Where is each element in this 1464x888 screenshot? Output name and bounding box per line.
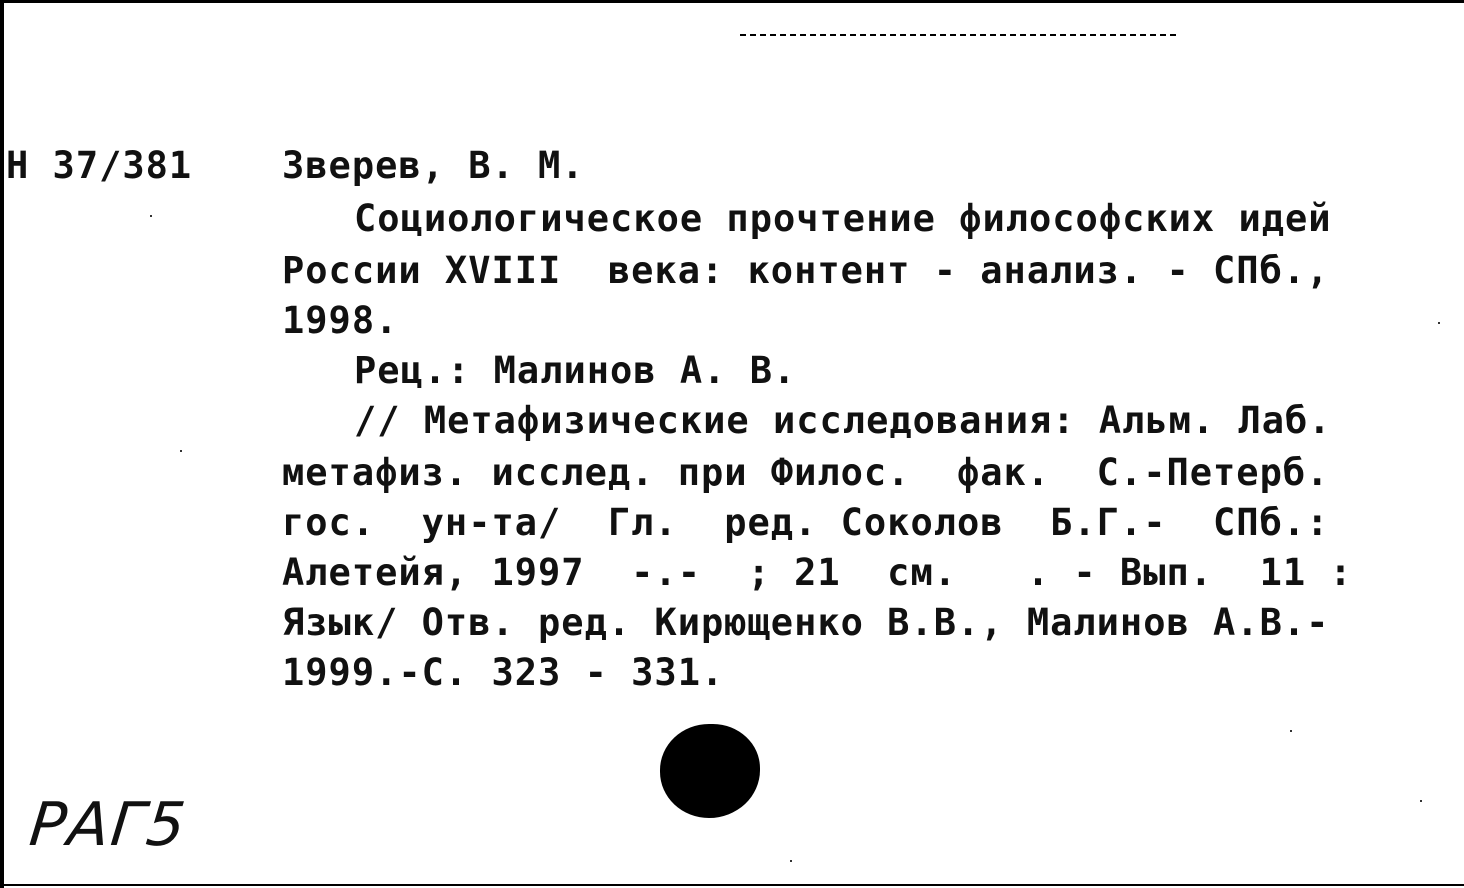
card-left-border <box>0 0 4 888</box>
source-line-1: // Метафизические исследования: Альм. Лаб. <box>354 399 1332 442</box>
speck <box>180 450 182 452</box>
source-line-3: гос. ун-та/ Гл. ред. Соколов Б.Г.- СПб.: <box>282 501 1330 544</box>
title-year-line: 1998. <box>282 299 399 342</box>
source-line-6: 1999.-С. 323 - 331. <box>282 651 725 694</box>
shelfmark: Н 37/381 <box>6 144 193 187</box>
card-bottom-border <box>0 884 1464 886</box>
source-line-2: метафиз. исслед. при Филос. фак. С.-Петерб. <box>282 451 1330 494</box>
title-line-1: Социологическое прочтение философских идей <box>354 197 1332 240</box>
speck <box>1438 322 1440 324</box>
card-top-border <box>0 0 1464 3</box>
speck <box>150 215 152 217</box>
source-line-5: Язык/ Отв. ред. Кирющенко В.В., Малинов А.В.- <box>282 601 1330 644</box>
speck <box>1290 730 1292 732</box>
title-line-2: России XVIII века: контент - анализ. - СПб., <box>282 249 1330 292</box>
punch-hole <box>660 724 760 818</box>
author-line: Зверев, В. М. <box>282 144 585 187</box>
top-dashed-line <box>740 34 1180 36</box>
handwritten-note: РАГ5 <box>26 790 191 860</box>
speck <box>1420 800 1422 802</box>
source-line-4: Алетейя, 1997 -.- ; 21 см. . - Вып. 11 : <box>282 551 1353 594</box>
reviewer-line: Рец.: Малинов А. В. <box>354 349 797 392</box>
speck <box>790 860 792 862</box>
